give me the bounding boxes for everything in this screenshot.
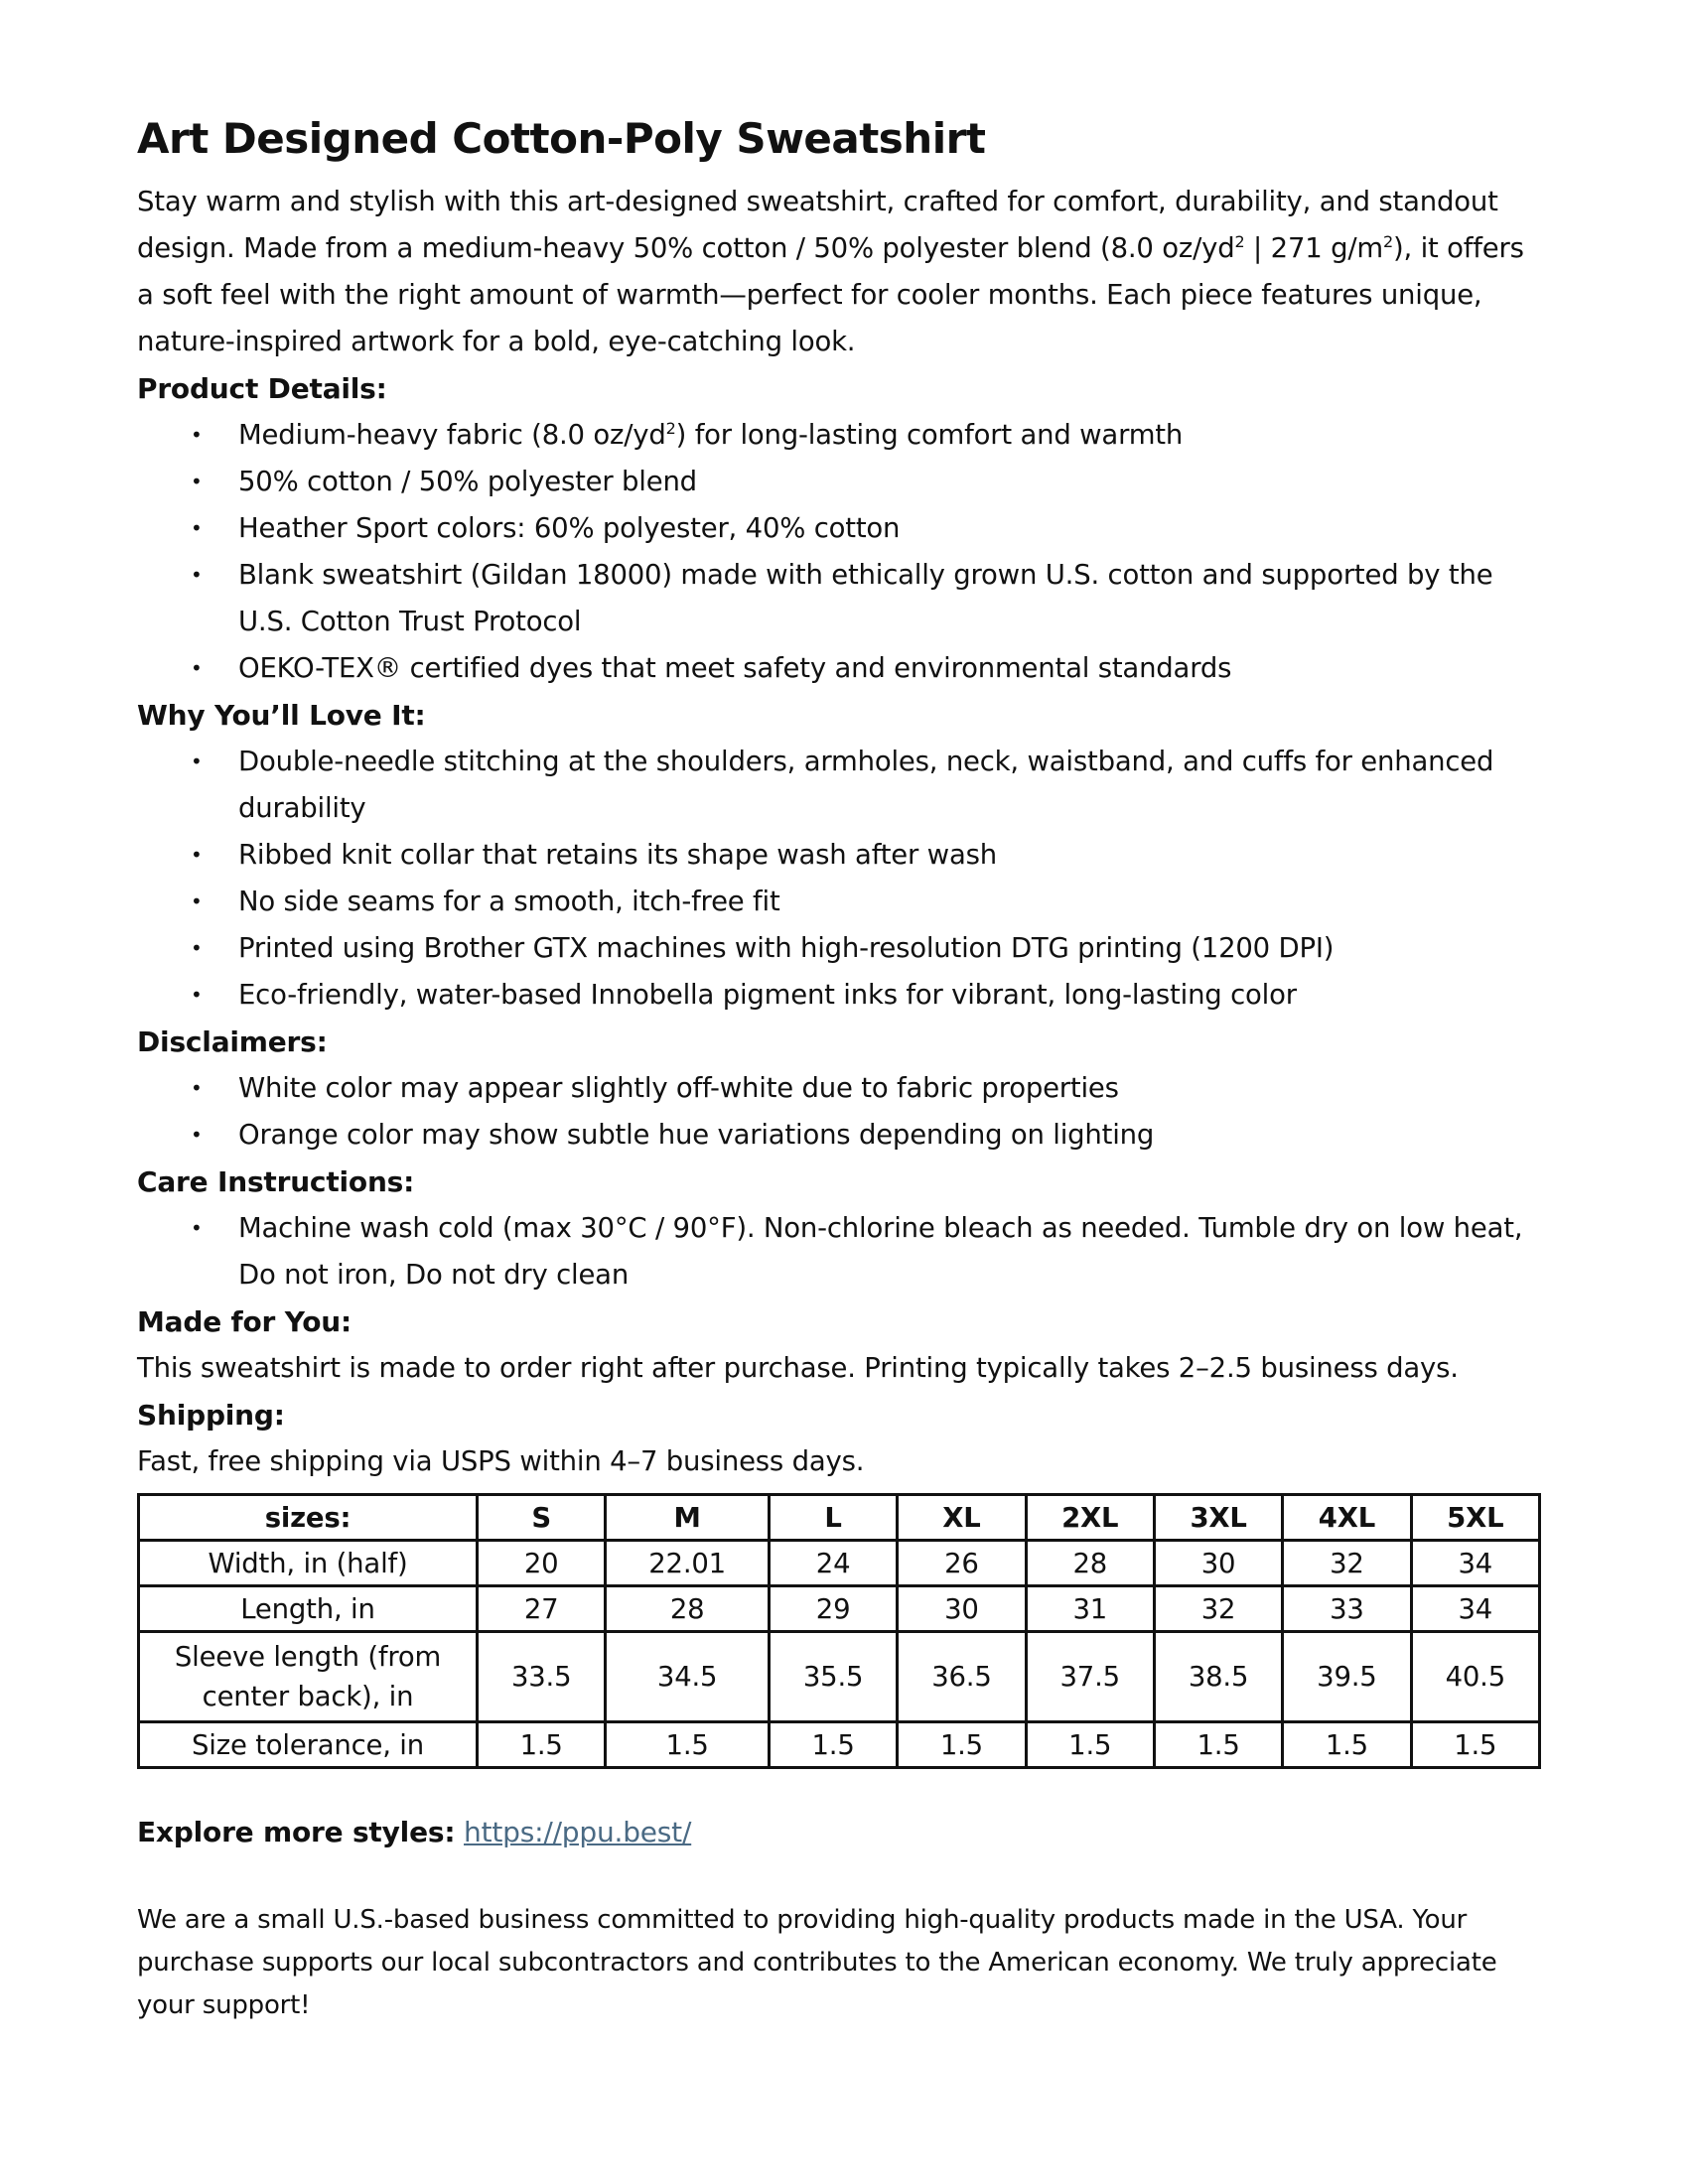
list-item — [137, 832, 1542, 879]
shipping-text: Fast, free shipping via USPS within 4–7 business days. — [137, 1445, 865, 1477]
list-item — [137, 1065, 1542, 1112]
explore-line — [137, 1809, 1542, 1855]
table-cell: 1.5 — [1026, 1722, 1154, 1768]
table-cell: 1.5 — [1154, 1722, 1282, 1768]
bullet-icon: • — [191, 1076, 203, 1100]
table-cell: 1.5 — [478, 1722, 606, 1768]
list-item-text: OEKO-TEX® certified dyes that meet safety and environmental standards — [238, 652, 1232, 684]
document-page — [137, 107, 1542, 2053]
table-cell: 33 — [1283, 1586, 1411, 1632]
bullet-icon: • — [191, 423, 203, 447]
list-item — [137, 739, 1542, 832]
bullet-icon: • — [191, 1216, 203, 1240]
table-row — [139, 1586, 1540, 1632]
explore-label: Explore more styles: — [137, 1816, 456, 1848]
table-cell: 34.5 — [606, 1632, 770, 1722]
table-cell: Width, in (half) — [139, 1541, 478, 1586]
table-cell: 24 — [769, 1541, 897, 1586]
list-item — [137, 459, 1542, 505]
table-cell: 32 — [1283, 1541, 1411, 1586]
list-item-text: Double-needle stitching at the shoulders, armholes, neck, waistband, and cuffs for enhanced durability — [238, 746, 1494, 824]
bullet-icon: • — [191, 983, 203, 1007]
table-header-cell: 2XL — [1026, 1495, 1154, 1541]
bullet-icon: • — [191, 843, 203, 867]
table-cell: 40.5 — [1411, 1632, 1539, 1722]
list-item — [137, 505, 1542, 552]
list-item-text: Machine wash cold (max 30°C / 90°F). Non-chlorine bleach as needed. Tumble dry on low heat, Do not iron, Do not dry clean — [238, 1212, 1523, 1291]
list-item — [137, 645, 1542, 692]
table-cell: Length, in — [139, 1586, 478, 1632]
bullet-icon: • — [191, 470, 203, 493]
table-cell: 36.5 — [898, 1632, 1026, 1722]
bullet-icon: • — [191, 1123, 203, 1147]
why-love-list — [137, 739, 1542, 1019]
intro-text-2: | 271 g/m — [1244, 232, 1383, 264]
bullet-icon: • — [191, 516, 203, 540]
list-item — [137, 552, 1542, 645]
table-cell: 34 — [1411, 1541, 1539, 1586]
bullet-icon: • — [191, 889, 203, 913]
list-item-text: Medium-heavy fabric (8.0 oz/yd — [238, 419, 666, 451]
shipping-heading: Shipping: — [137, 1399, 285, 1432]
list-item — [137, 925, 1542, 972]
table-cell: 39.5 — [1283, 1632, 1411, 1722]
list-item — [137, 972, 1542, 1019]
table-row — [139, 1632, 1540, 1722]
table-cell: 33.5 — [478, 1632, 606, 1722]
table-header-cell: 4XL — [1283, 1495, 1411, 1541]
bullet-icon: • — [191, 656, 203, 680]
table-header-cell: M — [606, 1495, 770, 1541]
table-cell: 1.5 — [606, 1722, 770, 1768]
list-item-text: Blank sweatshirt (Gildan 18000) made with ethically grown U.S. cotton and supported by the U.S. Cotton Trust Protocol — [238, 559, 1493, 637]
table-header-row — [139, 1495, 1540, 1541]
list-item-text: 50% cotton / 50% polyester blend — [238, 466, 697, 497]
list-item — [137, 879, 1542, 925]
table-cell: 28 — [1026, 1541, 1154, 1586]
list-item — [137, 1112, 1542, 1159]
list-item — [137, 412, 1542, 459]
table-cell: 34 — [1411, 1586, 1539, 1632]
disclaimers-list — [137, 1065, 1542, 1159]
intro-text-3: ), it offers a soft feel with the right amount of warmth—perfect for cooler months. Each piece features unique, nature-inspired artwork for a bold, eye-catching look. — [137, 232, 1524, 357]
table-cell: 31 — [1026, 1586, 1154, 1632]
table-cell: Size tolerance, in — [139, 1722, 478, 1768]
table-cell: 38.5 — [1154, 1632, 1282, 1722]
table-cell: 32 — [1154, 1586, 1282, 1632]
table-header-cell: XL — [898, 1495, 1026, 1541]
list-item-sup: 2 — [665, 418, 676, 438]
made-for-you-text: This sweatshirt is made to order right after purchase. Printing typically takes 2–2.5 business days. — [137, 1352, 1459, 1384]
table-header-cell: 5XL — [1411, 1495, 1539, 1541]
intro-text-1: Stay warm and stylish with this art-designed sweatshirt, crafted for comfort, durability, and standout design. Made from a medium-heavy 50% cotton / 50% polyester blend (8.0 oz/yd — [137, 186, 1498, 264]
intro-sup-1: 2 — [1234, 231, 1245, 251]
list-item-text: Ribbed knit collar that retains its shape wash after wash — [238, 839, 997, 871]
table-header-cell: S — [478, 1495, 606, 1541]
list-item-text: Heather Sport colors: 60% polyester, 40% cotton — [238, 512, 901, 544]
footer-text: We are a small U.S.-based business committed to providing high-quality products made in the USA. Your purchase supports our local subcontractors and contributes to the American economy. We truly appreciate your support! — [137, 1905, 1497, 2020]
bullet-icon: • — [191, 563, 203, 587]
disclaimers-heading: Disclaimers: — [137, 1025, 328, 1058]
list-item-text: Printed using Brother GTX machines with high-resolution DTG printing (1200 DPI) — [238, 932, 1335, 964]
product-details-heading: Product Details: — [137, 372, 387, 405]
table-row — [139, 1541, 1540, 1586]
why-love-heading: Why You’ll Love It: — [137, 699, 426, 732]
table-cell: 26 — [898, 1541, 1026, 1586]
table-cell: 29 — [769, 1586, 897, 1632]
table-cell: 27 — [478, 1586, 606, 1632]
table-cell: 1.5 — [1411, 1722, 1539, 1768]
table-cell: Sleeve length (from center back), in — [139, 1632, 478, 1722]
list-item-text: White color may appear slightly off-white due to fabric properties — [238, 1072, 1119, 1104]
intro-paragraph — [137, 179, 1542, 365]
table-cell: 20 — [478, 1541, 606, 1586]
bullet-icon: • — [191, 936, 203, 960]
explore-link[interactable]: https://ppu.best/ — [464, 1816, 692, 1848]
product-details-list — [137, 412, 1542, 692]
table-cell: 30 — [898, 1586, 1026, 1632]
table-row — [139, 1722, 1540, 1768]
care-list — [137, 1205, 1542, 1298]
page-title: Art Designed Cotton-Poly Sweatshirt — [137, 114, 986, 163]
list-item-text: Orange color may show subtle hue variations depending on lighting — [238, 1119, 1155, 1151]
table-cell: 1.5 — [769, 1722, 897, 1768]
table-cell: 35.5 — [769, 1632, 897, 1722]
list-item — [137, 1205, 1542, 1298]
list-item-text: Eco-friendly, water-based Innobella pigment inks for vibrant, long-lasting color — [238, 979, 1297, 1011]
table-header-cell: 3XL — [1154, 1495, 1282, 1541]
size-table — [137, 1493, 1541, 1769]
care-heading: Care Instructions: — [137, 1165, 415, 1198]
table-header-cell: sizes: — [139, 1495, 478, 1541]
intro-sup-2: 2 — [1383, 231, 1393, 251]
table-cell: 30 — [1154, 1541, 1282, 1586]
table-cell: 1.5 — [1283, 1722, 1411, 1768]
table-cell: 1.5 — [898, 1722, 1026, 1768]
table-cell: 22.01 — [606, 1541, 770, 1586]
table-header-cell: L — [769, 1495, 897, 1541]
list-item-text: No side seams for a smooth, itch-free fit — [238, 886, 780, 917]
list-item-text: ) for long-lasting comfort and warmth — [675, 419, 1184, 451]
bullet-icon: • — [191, 750, 203, 773]
table-cell: 37.5 — [1026, 1632, 1154, 1722]
table-cell: 28 — [606, 1586, 770, 1632]
made-for-you-heading: Made for You: — [137, 1305, 352, 1338]
